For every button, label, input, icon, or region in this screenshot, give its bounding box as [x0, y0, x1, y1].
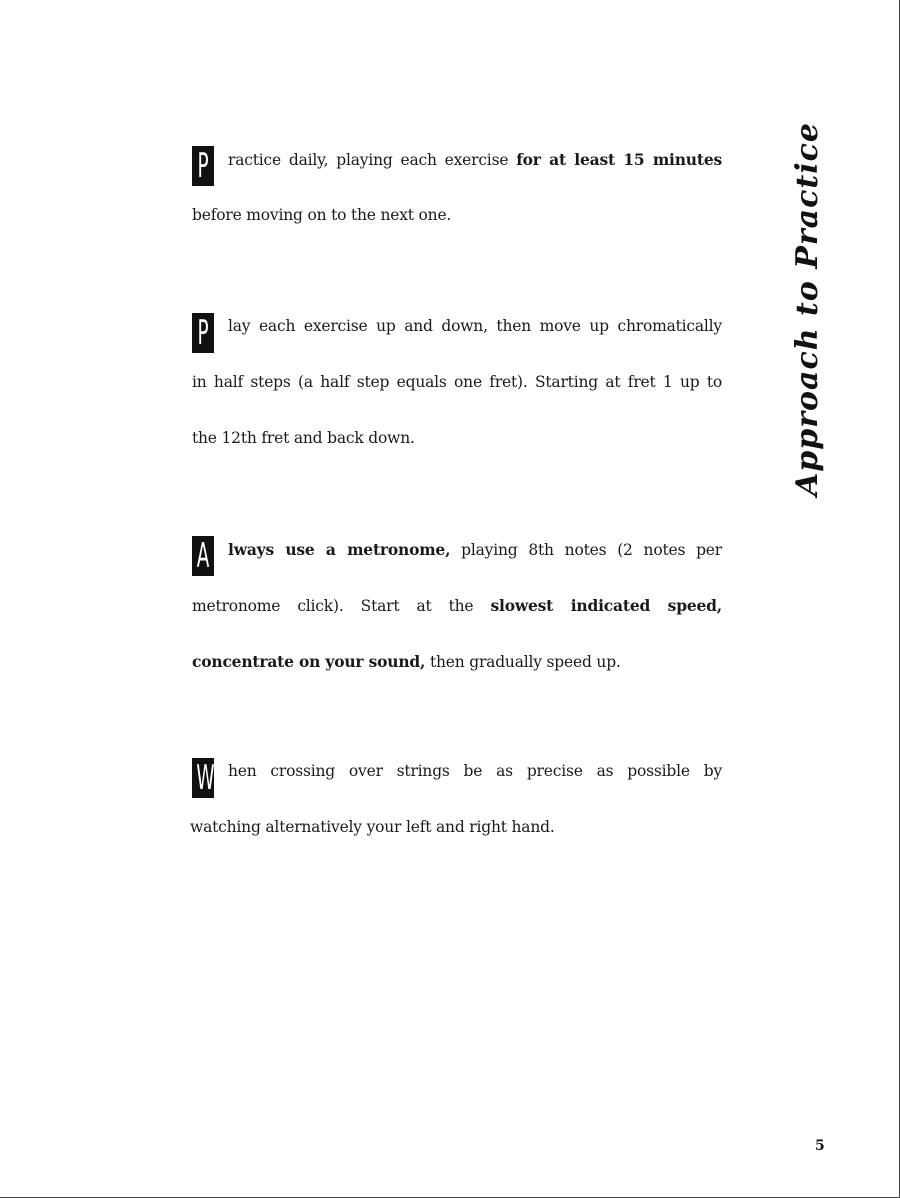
text-span: watching alternatively your left and right hand. — [190, 818, 555, 836]
text-span: ractice daily, playing each exercise — [228, 151, 517, 169]
paragraph-line — [228, 540, 722, 559]
dropcap — [192, 758, 214, 804]
paragraph-line — [192, 373, 722, 391]
paragraph-line — [192, 206, 451, 224]
text-span: then gradually speed up. — [425, 653, 621, 671]
paragraph-line — [190, 818, 555, 836]
text-span: in half steps (a half step equals one fret). Starting at fret 1 up to — [192, 373, 722, 391]
text-span: playing 8th notes (2 notes per — [450, 541, 722, 559]
paragraph-line — [192, 429, 415, 447]
dropcap-letter: P — [197, 146, 209, 186]
paragraph-line — [192, 596, 722, 615]
paragraph-line — [228, 762, 722, 780]
bold-text-span: concentrate on your sound, — [192, 652, 426, 671]
dropcap-letter: P — [197, 313, 209, 353]
text-span: before moving on to the next one. — [192, 206, 452, 224]
dropcap-letter: W — [196, 758, 214, 798]
text-span: metronome click). Start at the — [192, 597, 491, 615]
bold-text-span: slowest indicated speed, — [490, 596, 723, 615]
dropcap — [192, 313, 214, 359]
page-number: 5 — [815, 1138, 825, 1154]
dropcap-letter: A — [196, 536, 210, 576]
text-span: hen crossing over strings be as precise as possible by — [228, 762, 722, 780]
text-span: the 12th fret and back down. — [192, 429, 415, 447]
side-title: Approach to Practice — [790, 122, 825, 496]
paragraph-line — [192, 652, 621, 671]
dropcap — [192, 146, 214, 192]
text-span: lay each exercise up and down, then move up chromatically — [228, 317, 722, 335]
paragraph-line — [228, 317, 722, 335]
bold-text-span: lways use a metronome, — [228, 540, 451, 559]
bold-text-span: for at least 15 minutes — [516, 150, 723, 169]
dropcap — [192, 536, 214, 582]
paragraph-line — [228, 150, 722, 169]
